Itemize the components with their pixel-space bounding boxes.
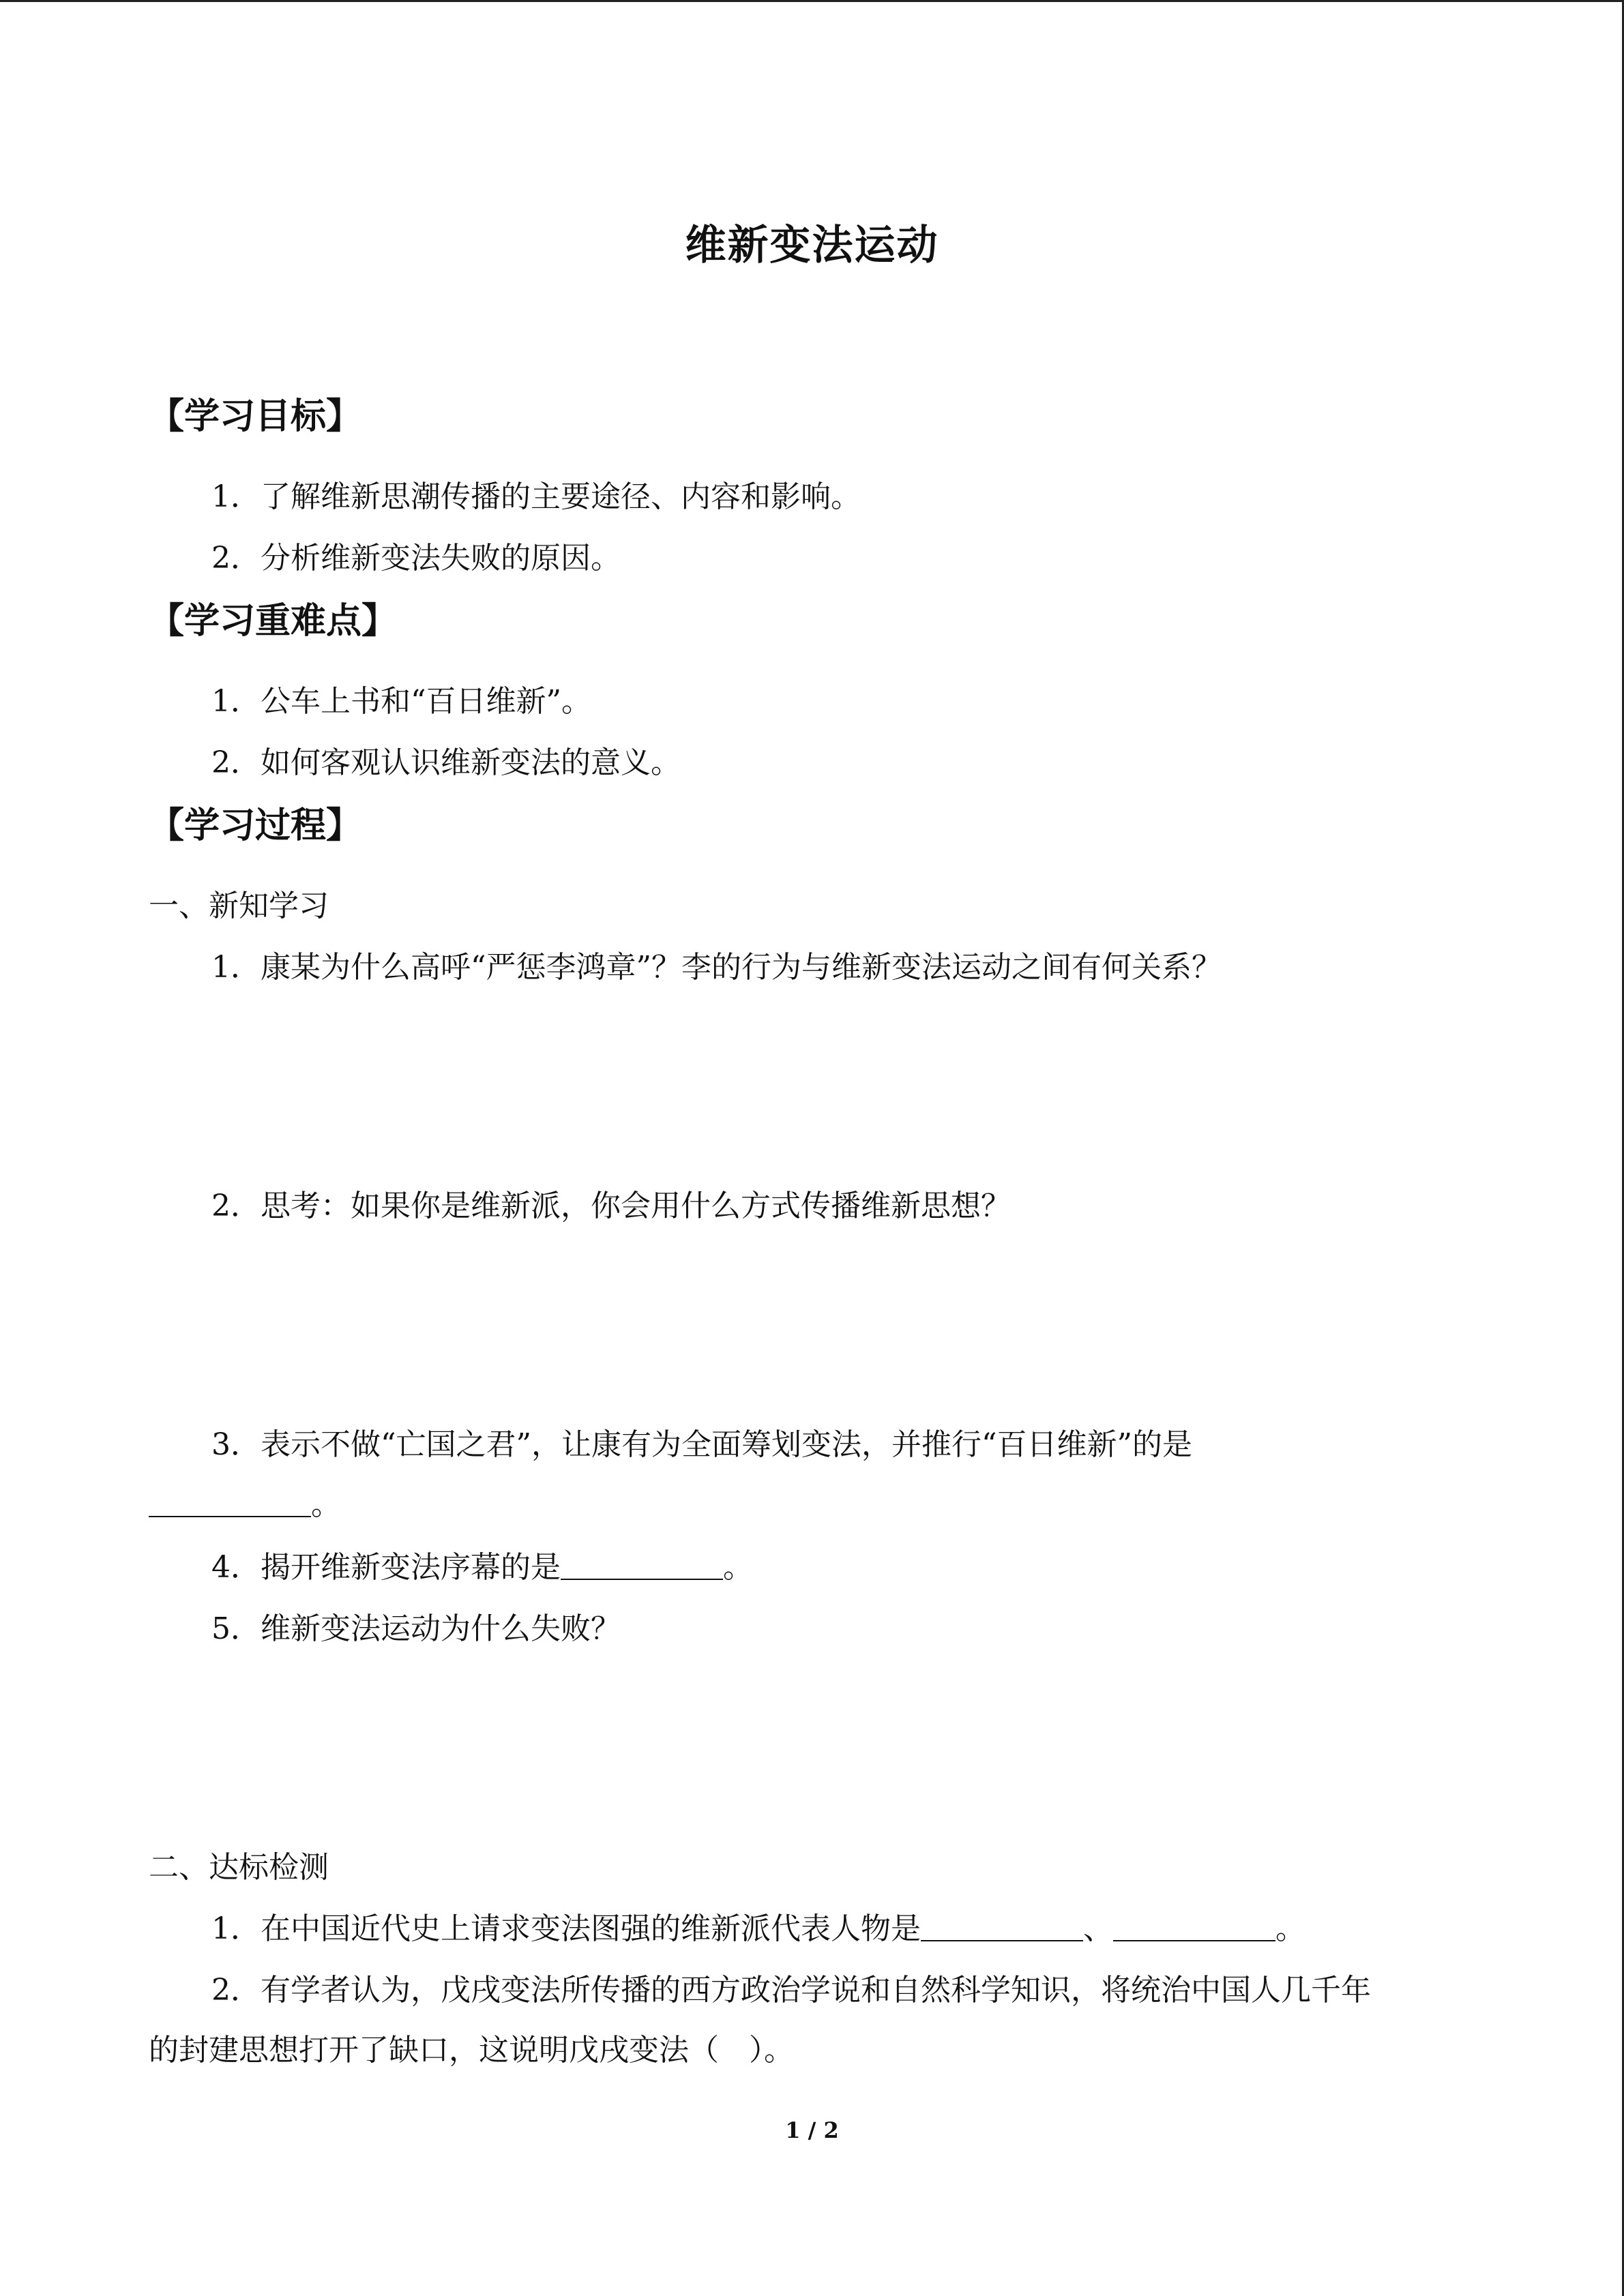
page-number: 1 / 2 bbox=[785, 2117, 839, 2143]
question-4-end: 。 bbox=[723, 1550, 753, 1585]
question-5: 5．维新变法运动为什么失败？ bbox=[211, 1611, 621, 1646]
test-question-2-line-1: 2．有学者认为，戊戌变法所传播的西方政治学说和自然科学知识，将统治中国人几千年 bbox=[211, 1973, 1371, 2008]
objective-item-1: 1．了解维新思潮传播的主要途径、内容和影响。 bbox=[211, 479, 861, 514]
test-question-1-sep: 、 bbox=[1083, 1911, 1113, 1946]
section-1-title: 一、新知学习 bbox=[149, 889, 329, 923]
test-question-1-end: 。 bbox=[1275, 1911, 1305, 1946]
key-point-item-2: 2．如何客观认识维新变法的意义。 bbox=[211, 745, 681, 780]
document-title: 维新变法运动 bbox=[685, 222, 939, 269]
question-3-end: 。 bbox=[311, 1487, 341, 1522]
answer-blank-t1-b[interactable] bbox=[1113, 1909, 1275, 1941]
answer-blank-q3[interactable] bbox=[149, 1485, 311, 1517]
objectives-heading: 【学习目标】 bbox=[149, 396, 362, 437]
key-point-item-1: 1．公车上书和“百日维新”。 bbox=[211, 684, 591, 719]
question-3-line-2 bbox=[149, 1480, 341, 1523]
key-points-heading: 【学习重难点】 bbox=[149, 601, 398, 642]
test-question-2-line-2: 的封建思想打开了缺口，这说明戊戌变法（ ）。 bbox=[149, 2033, 794, 2068]
question-3-line-1: 3．表示不做“亡国之君”，让康有为全面筹划变法，并推行“百日维新”的是 bbox=[211, 1427, 1192, 1462]
process-heading: 【学习过程】 bbox=[149, 805, 362, 846]
question-1: 1．康某为什么高呼“严惩李鸿章”？李的行为与维新变法运动之间有何关系？ bbox=[211, 950, 1222, 985]
test-question-1 bbox=[211, 1904, 1305, 1948]
question-2: 2．思考：如果你是维新派，你会用什么方式传播维新思想？ bbox=[211, 1189, 1011, 1223]
test-question-1-text: 1．在中国近代史上请求变法图强的维新派代表人物是 bbox=[211, 1911, 921, 1946]
objective-item-2: 2．分析维新变法失败的原因。 bbox=[211, 541, 621, 576]
page-top-border bbox=[0, 0, 1624, 2]
section-2-title: 二、达标检测 bbox=[149, 1850, 329, 1885]
question-4 bbox=[211, 1542, 753, 1586]
answer-blank-q4[interactable] bbox=[561, 1547, 723, 1580]
question-4-text: 4．揭开维新变法序幕的是 bbox=[211, 1550, 561, 1585]
answer-blank-t1-a[interactable] bbox=[921, 1909, 1083, 1941]
